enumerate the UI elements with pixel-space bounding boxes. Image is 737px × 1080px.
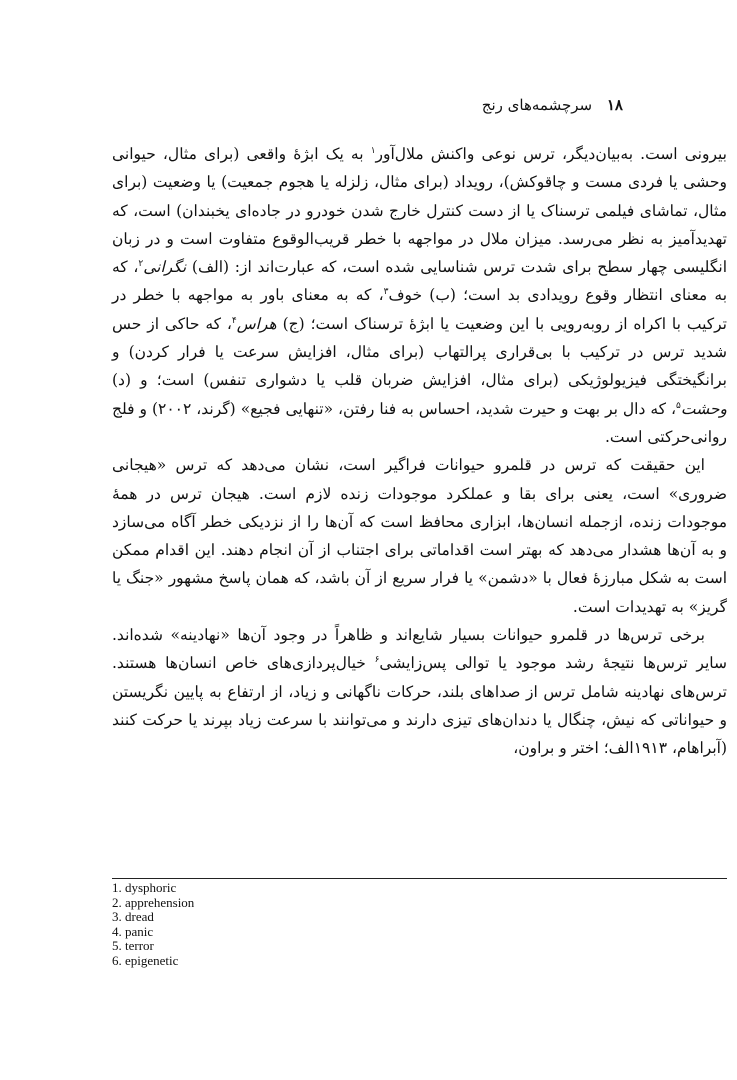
text-run: ، که حاکی از حس شدید ترس در ترکیب با بی‌قراری پرالتهاب (برای مثال، افزایش سرعت یا فرار کردن) و برانگیختگی فیزیولوژیکی (برای مثال، افزایش ضربان قلب یا دشواری تنفس) است؛ و (د) bbox=[112, 314, 727, 390]
footnote-1: 1. dysphoric bbox=[112, 880, 177, 895]
text-run: ، که دال بر بهت و حیرت شدید، احساس به فنا رفتن، «تنهایی فجیع» (گرند، ۲۰۰۲) و فلج روانی‌حرکتی است. bbox=[112, 399, 727, 446]
footnote-6: 6. epigenetic bbox=[112, 952, 179, 968]
text-run: بیرونی است. به‌بیان‌دیگر، ترس نوعی واکنش ملال‌آور bbox=[375, 145, 727, 163]
term-panic: هراس bbox=[236, 314, 277, 333]
term-apprehension: نگرانی bbox=[143, 258, 187, 277]
footnote-3: 3. dread bbox=[112, 909, 154, 925]
page-header bbox=[113, 96, 623, 114]
footnote-marker-6: ۶ bbox=[374, 655, 380, 666]
page-number: ۱۸ bbox=[606, 96, 623, 114]
text-run: برخی ترس‌ها در قلمرو حیوانات بسیار شایع‌اند و ظاهراً در وجود آن‌ها «نهادینه» شده‌اند. سایر ترس‌ها نتیجهٔ رشد موجود یا توالی پس‌زایشی bbox=[112, 626, 727, 673]
paragraph-2: این حقیقت که ترس در قلمرو حیوانات فراگیر است، نشان می‌دهد که ترس «هیجانی ضروری» است، یعنی برای بقا و عملکرد موجودات زنده لازم است. هیجان ترس در همهٔ موجودات زنده، ازجمله انسان‌ها، ابزاری محافظ است که آن‌ها را از نزدیکی خطر آگاه می‌سازد و به آن‌ها هشدار می‌دهد که بهتر است اقداماتی برای اجتناب از آن انجام دهند. این اقدام ممکن است به شکل مبارزهٔ فعال با «دشمن» یا فرار سریع از آن باشد، که همان پاسخ مشهور «جنگ یا گریز» به تهدیدات است. bbox=[112, 456, 727, 616]
text-run: ، که به معنای انتظار وقوع رویدادی بد است؛ (ب) خوف bbox=[112, 258, 728, 305]
footnotes-list bbox=[112, 881, 412, 969]
body-text bbox=[112, 140, 727, 763]
footnote-marker-1: ۱ bbox=[370, 145, 376, 156]
text-run: خیال‌پردازی‌های خاص انسان‌ها هستند. ترس‌های نهادینه شامل ترس از صداهای بلند، حرکات ناگهانی و زیاد، از ارتفاع به پایین نگریستن و حیواناتی که نیش، چنگال یا دندان‌های تیزی دارند و می‌توانند با سرعت زیاد بپرند یا حرکت کنند (آبراهام، ۱۹۱۳الف؛ اختر و براون، bbox=[112, 654, 727, 758]
footnote-marker-2: ۲ bbox=[138, 259, 144, 270]
footnote-5: 5. terror bbox=[112, 938, 154, 954]
running-title: سرچشمه‌های رنج bbox=[481, 96, 593, 114]
text-run: ، که به معنای باور به مواجهه با خطر در ترکیب با اکراه از روبه‌رویی با این وضعیت یا ابژهٔ ترسناک است؛ (ج) bbox=[112, 286, 727, 333]
footnote-4: 4. panic bbox=[112, 923, 154, 939]
footnote-marker-4: ۴ bbox=[231, 315, 237, 326]
paragraph-3 bbox=[112, 621, 727, 762]
term-terror: وحشت bbox=[680, 399, 727, 418]
footnote-marker-3: ۳ bbox=[383, 287, 389, 298]
paragraph-1 bbox=[112, 140, 727, 451]
text-run: به یک ابژهٔ واقعی (برای مثال، حیوانی وحشی یا فردی مست و چاقوکش)، رویداد (برای مثال، زلزله یا هجوم جمعیت) یا وضعیت (برای مثال، تماشای فیلمی ترسناک یا از دست کنترل خارج شدن خودرو در جاده‌ای یخبندان) است، که تهدیدآمیز به نظر می‌رسد. میزان ملال در مواجهه با خطر قریب‌الوقوع متفاوت است و در زبان انگلیسی چهار سطح برای شدت ترس شناسایی شده است، که عبارت‌اند از: (الف) bbox=[112, 145, 727, 277]
footnote-divider bbox=[112, 878, 727, 879]
footnote-2: 2. apprehension bbox=[112, 894, 195, 910]
footnote-marker-5: ۵ bbox=[676, 400, 681, 411]
